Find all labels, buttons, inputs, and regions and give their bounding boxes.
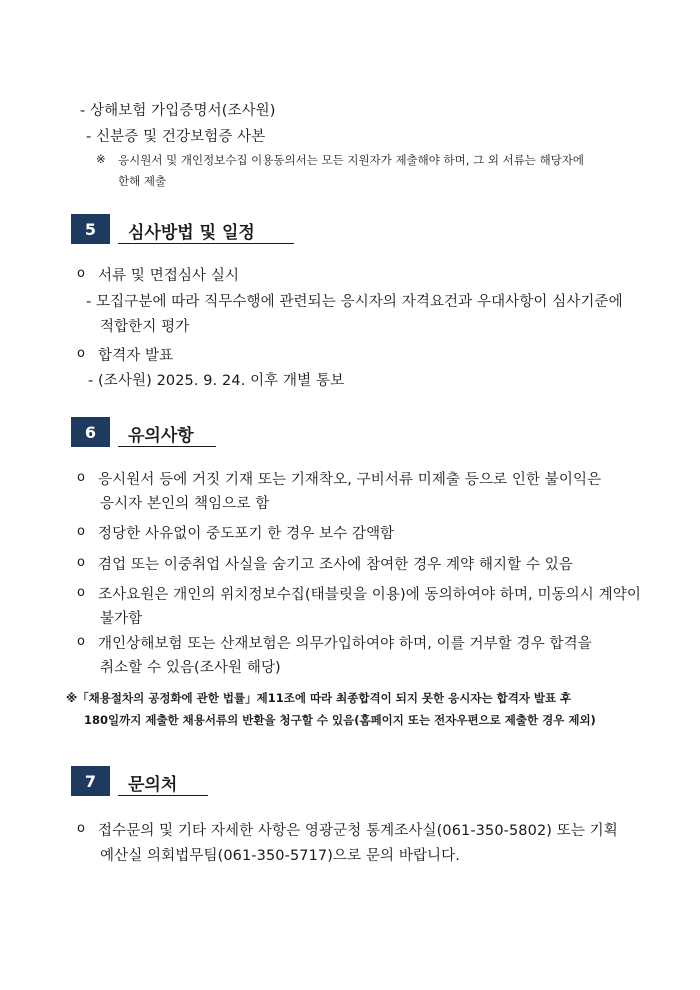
section-7-number-badge: 7 [71, 766, 110, 796]
doc-item-id-health-card: - 신분증 및 건강보험증 사본 [86, 129, 266, 145]
doc-note-line1: 응시원서 및 개인정보수집 이용동의서는 모든 지원자가 제출해야 하며, 그 외 서류는 해당자에 [118, 153, 585, 167]
s6-item-location-consent-line2: 불가함 [100, 611, 143, 627]
section-5-title-underline [118, 243, 294, 244]
section-7-title: 문의처 [128, 775, 178, 795]
s5-item-announcement-detail: - (조사원) 2025. 9. 24. 이후 개별 통보 [88, 373, 345, 389]
s5-item-screening: 서류 및 면접심사 실시 [98, 268, 240, 284]
section-6-title-underline [118, 446, 216, 447]
bullet-icon: o [77, 585, 85, 600]
section-6-number-badge: 6 [71, 417, 110, 447]
doc-item-insurance-certificate: - 상해보험 가입증명서(조사원) [80, 103, 276, 119]
s6-item-insurance-line2: 취소할 수 있음(조사원 해당) [100, 660, 281, 676]
s5-item-screening-detail-line1: - 모집구분에 따라 직무수행에 관련되는 응시자의 자격요건과 우대사항이 심사기준에 [86, 294, 623, 310]
bullet-icon: o [77, 634, 85, 649]
section-5-number-badge: 5 [71, 214, 110, 244]
doc-note-line2: 한해 제출 [118, 174, 167, 188]
s7-contact-line2: 예산실 의회법무팀(061-350-5717)으로 문의 바랍니다. [100, 848, 460, 864]
bullet-icon: o [77, 266, 85, 281]
s5-item-screening-detail-line2: 적합한지 평가 [100, 319, 190, 335]
s5-item-announcement: 합격자 발표 [98, 348, 174, 364]
section-7-title-underline [118, 795, 208, 796]
bullet-icon: o [77, 524, 85, 539]
section-5-title: 심사방법 및 일정 [128, 223, 255, 243]
s6-legal-note-line2: 180일까지 제출한 채용서류의 반환을 청구할 수 있음(홈페이지 또는 전자우편으로 제출한 경우 제외) [84, 713, 596, 727]
bullet-icon: o [77, 821, 85, 836]
s6-item-false-entry-line1: 응시원서 등에 거짓 기재 또는 기재착오, 구비서류 미제출 등으로 인한 불이익은 [98, 472, 602, 488]
bullet-icon: o [77, 470, 85, 485]
bullet-icon: o [77, 555, 85, 570]
bullet-icon: o [77, 346, 85, 361]
s6-item-dual-employment: 겸업 또는 이중취업 사실을 숨기고 조사에 참여한 경우 계약 해지할 수 있음 [98, 557, 574, 573]
s6-item-false-entry-line2: 응시자 본인의 책임으로 함 [100, 496, 270, 512]
s6-item-insurance-line1: 개인상해보험 또는 산재보험은 의무가입하여야 하며, 이를 거부할 경우 합격을 [98, 636, 592, 652]
section-6-title: 유의사항 [128, 426, 194, 446]
s7-contact-line1: 접수문의 및 기타 자세한 사항은 영광군청 통계조사실(061-350-5802) 또는 기획 [98, 823, 618, 839]
s6-item-location-consent-line1: 조사요원은 개인의 위치정보수집(태블릿을 이용)에 동의하여야 하며, 미동의시 계약이 [98, 587, 641, 603]
s6-legal-note-line1: ※「채용절차의 공정화에 관한 법률」제11조에 따라 최종합격이 되지 못한 응시자는 합격자 발표 후 [66, 691, 572, 705]
s6-item-quit-pay-reduction: 정당한 사유없이 중도포기 한 경우 보수 감액함 [98, 526, 395, 542]
doc-note-mark: ※ [96, 152, 106, 166]
